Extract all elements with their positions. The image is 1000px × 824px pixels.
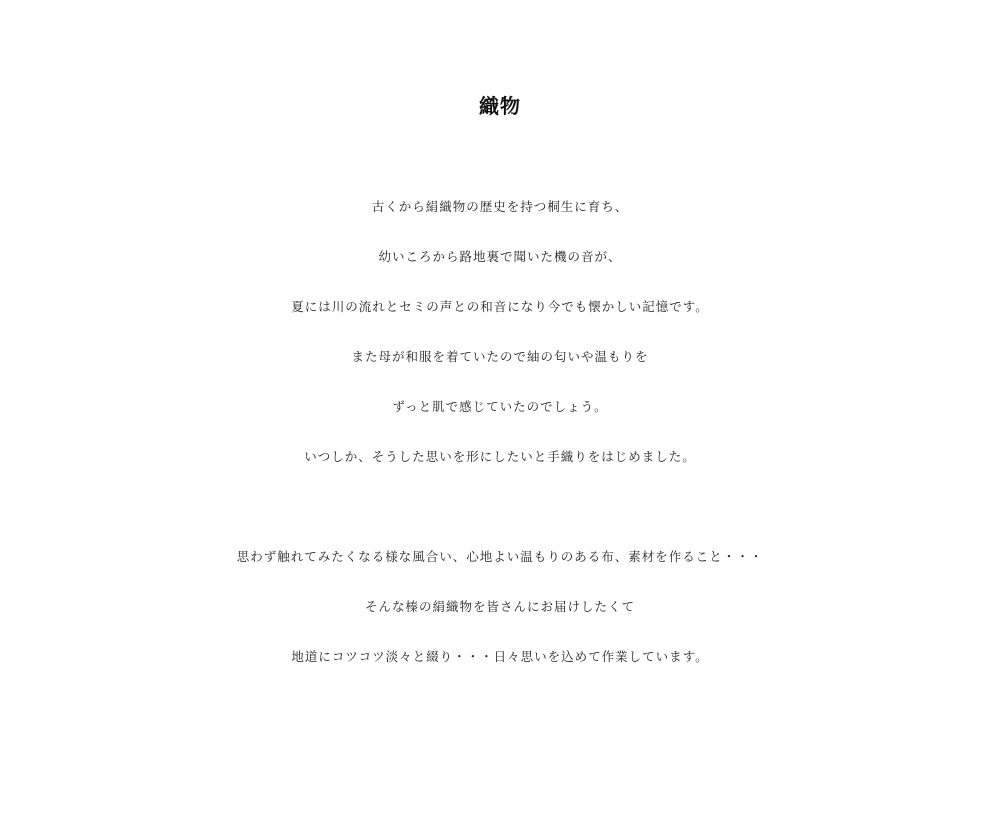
text-line: 思わず触れてみたくなる様な風合い、心地よい温もりのある布、素材を作ること・・・ bbox=[236, 549, 764, 564]
text-line: そんな榛の絹織物を皆さんにお届けしたくて bbox=[364, 599, 635, 614]
text-line: 地道にコツコツ淡々と綴り・・・日々思いを込めて作業しています。 bbox=[291, 649, 709, 664]
page-title: 織物 bbox=[479, 94, 521, 118]
text-line: 古くから絹織物の歴史を持つ桐生に育ち、 bbox=[371, 199, 629, 214]
text-line: 幼いころから路地裏で聞いた機の音が、 bbox=[378, 249, 622, 264]
text-line: ずっと肌で感じていたのでしょう。 bbox=[392, 399, 608, 414]
text-line: また母が和服を着ていたので紬の匂いや温もりを bbox=[351, 349, 649, 364]
text-line: 夏には川の流れとセミの声との和音になり今でも懐かしい記憶です。 bbox=[291, 299, 709, 314]
text-line: いつしか、そうした思いを形にしたいと手織りをはじめました。 bbox=[304, 449, 696, 464]
